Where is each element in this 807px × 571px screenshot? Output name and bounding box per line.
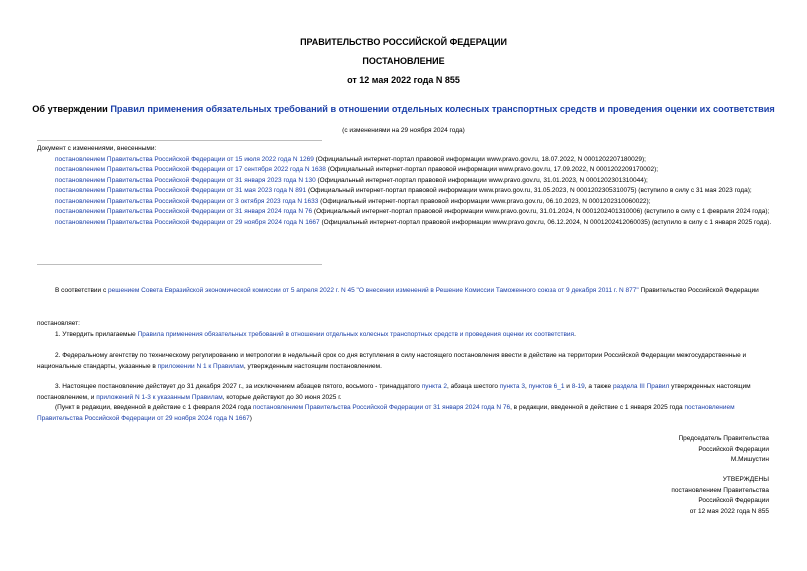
appendices-link[interactable]: приложений N 1-3 к указанным Правилам bbox=[96, 393, 223, 401]
paragraph-1: 1. Утвердить прилагаемые Правила применения обязательных требований в отношении отдельных колесных транспортных средств и проведения оценки их соответствия. bbox=[55, 331, 576, 338]
document-title bbox=[0, 104, 807, 114]
change-item: постановлением Правительства Российской Федерации от 31 января 2023 года N 130 (Официальный интернет-портал правовой информации www.pravo.gov.ru, 31.01.2023, N 0001202301310044); bbox=[55, 176, 648, 184]
approved-date: от 12 мая 2022 года N 855 bbox=[689, 507, 769, 515]
change-link[interactable]: постановлением Правительства Российской Федерации от 29 ноября 2024 года N 1667 bbox=[55, 218, 320, 226]
title-prefix: Об утверждении bbox=[32, 104, 111, 114]
section-3-link[interactable]: раздела III Правил bbox=[612, 383, 670, 390]
change-item: постановлением Правительства Российской Федерации от 15 июля 2022 года N 1269 (Официальный интернет-портал правовой информации www.pravo.gov.ru, 18.07.2022, N 0001202207180029); bbox=[55, 155, 646, 163]
clauses-6-1-link[interactable]: пунктов 6_1 bbox=[528, 383, 565, 390]
paragraph-3-note: (Пункт в редакции, введенной в действие с 1 февраля 2024 года постановлением Правительства Российской Федерации от 31 января 2024 года N 76, в редакции, введенной в действие с 1 января 2025 года постановлением Правительства Российской Федерации от 29 ноября 2024 года N 1667) bbox=[37, 404, 735, 422]
change-item: постановлением Правительства Российской Федерации от 17 сентября 2022 года N 1638 (Официальный интернет-портал правовой информации www.pravo.gov.ru, 17.09.2022, N 0001202209170002); bbox=[55, 166, 659, 173]
change-link[interactable]: постановлением Правительства Российской Федерации от 15 июля 2022 года N 1269 bbox=[55, 155, 314, 163]
change-link[interactable]: постановлением Правительства Российской Федерации от 17 сентября 2022 года N 1638 bbox=[55, 166, 326, 173]
approved-heading: УТВЕРЖДЕНЫ bbox=[722, 476, 769, 483]
change-link[interactable]: постановлением Правительства Российской Федерации от 3 октября 2023 года N 1633 bbox=[55, 197, 319, 205]
changes-intro: Документ с изменениями, внесенными: bbox=[37, 145, 157, 152]
change-link[interactable]: постановлением Правительства Российской Федерации от 31 января 2024 года N 76 bbox=[55, 208, 313, 215]
paragraph-2: 2. Федеральному агентству по техническому регулированию и метрологии в недельный срок со дня вступления в силу настоящего постановления ввести в действие на территории Российской Федерации межгосударственные и национальные стандарты, указанные в приложении N 1 к Правилам, утвержденным настоящим постановлением. bbox=[37, 352, 747, 370]
change-item: постановлением Правительства Российской Федерации от 31 мая 2023 года N 891 (Официальный интернет-портал правовой информации www.pravo.gov.ru, 31.05.2023, N 0001202305310075) (вступило в силу с 31 мая 2023 года); bbox=[55, 187, 752, 194]
signature-name: М.Мишустин bbox=[730, 456, 769, 463]
preamble: В соответствии с решением Совета Евразийской экономической комиссии от 5 апреля 2022 г. N 45 "О внесении изменений в Решение Комиссии Таможенного союза от 9 декабря 2011 г. N 877" Правительство Российской Федерации bbox=[55, 287, 759, 294]
note-link-76[interactable]: постановлением Правительства Российской Федерации от 31 января 2024 года N 76 bbox=[252, 404, 511, 411]
decrees-text: постановляет: bbox=[37, 320, 80, 327]
change-item: постановлением Правительства Российской Федерации от 3 октября 2023 года N 1633 (Официальный интернет-портал правовой информации www.pravo.gov.ru, 06.10.2023, N 0001202310060022); bbox=[55, 197, 651, 205]
change-item: постановлением Правительства Российской Федерации от 29 ноября 2024 года N 1667 (Официальный интернет-портал правовой информации www.pravo.gov.ru, 06.12.2024, N 0001202412060035) (вступило в силу с 1 января 2025 года). bbox=[55, 218, 772, 226]
changes-list bbox=[37, 144, 772, 228]
preamble-link[interactable]: решением Совета Евразийской экономической комиссии от 5 апреля 2022 г. N 45 "О внесении изменений в Решение Комиссии Таможенного союза от 9 декабря 2011 г. N 877" bbox=[108, 287, 639, 294]
change-link[interactable]: постановлением Правительства Российской Федерации от 31 мая 2023 года N 891 bbox=[55, 187, 307, 194]
rules-link[interactable]: Правила применения обязательных требований в отношении отдельных колесных транспортных средств и проведения оценки их соответствия bbox=[137, 331, 575, 338]
clauses-8-19-link[interactable]: 8-19 bbox=[571, 383, 585, 390]
header-government: ПРАВИТЕЛЬСТВО РОССИЙСКОЙ ФЕДЕРАЦИИ bbox=[300, 37, 507, 47]
change-item: постановлением Правительства Российской Федерации от 31 января 2024 года N 76 (Официальный интернет-портал правовой информации www.pravo.gov.ru, 31.01.2024, N 0001202401310006) (вступило в силу с 1 февраля 2024 года); bbox=[55, 208, 770, 215]
clause-2-link[interactable]: пункта 2 bbox=[421, 383, 447, 390]
approved-org: Российской Федерации bbox=[698, 497, 769, 504]
paragraph-3: 3. Настоящее постановление действует до 31 декабря 2027 г., за исключением абзацев пятого, восьмого - тринадцатого пункта 2, абзаца шестого пункта 3, пунктов 6_1 и 8-19, а также раздела III Правил утвержденных настоящим постановлением, и приложений N 1-3 к указанным Правилам, которые действуют до 30 июня 2025 г. bbox=[37, 383, 751, 401]
edition-note: (с изменениями на 29 ноября 2024 года) bbox=[342, 127, 465, 134]
change-link[interactable]: постановлением Правительства Российской Федерации от 31 января 2023 года N 130 bbox=[55, 176, 316, 184]
signature-org: Российской Федерации bbox=[698, 445, 769, 453]
approved-block bbox=[671, 475, 769, 517]
appendix-1-link[interactable]: приложении N 1 к Правилам bbox=[157, 362, 244, 370]
signature-block bbox=[678, 434, 769, 466]
approved-by: постановлением Правительства bbox=[671, 486, 769, 494]
note-link-1667[interactable]: постановлением Правительства Российской Федерации от 29 ноября 2024 года N 1667 bbox=[37, 404, 735, 422]
divider-top bbox=[37, 140, 322, 141]
signature-position: Председатель Правительства bbox=[678, 435, 769, 442]
divider-bottom bbox=[37, 264, 322, 265]
header-doc-type: ПОСТАНОВЛЕНИЕ bbox=[362, 56, 445, 66]
title-link[interactable]: Правил применения обязательных требований в отношении отдельных колесных транспортных средств и проведения оценки их соответствия bbox=[110, 104, 775, 114]
header-date: от 12 мая 2022 года N 855 bbox=[347, 75, 460, 85]
clause-3-link[interactable]: пункта 3 bbox=[499, 383, 525, 390]
